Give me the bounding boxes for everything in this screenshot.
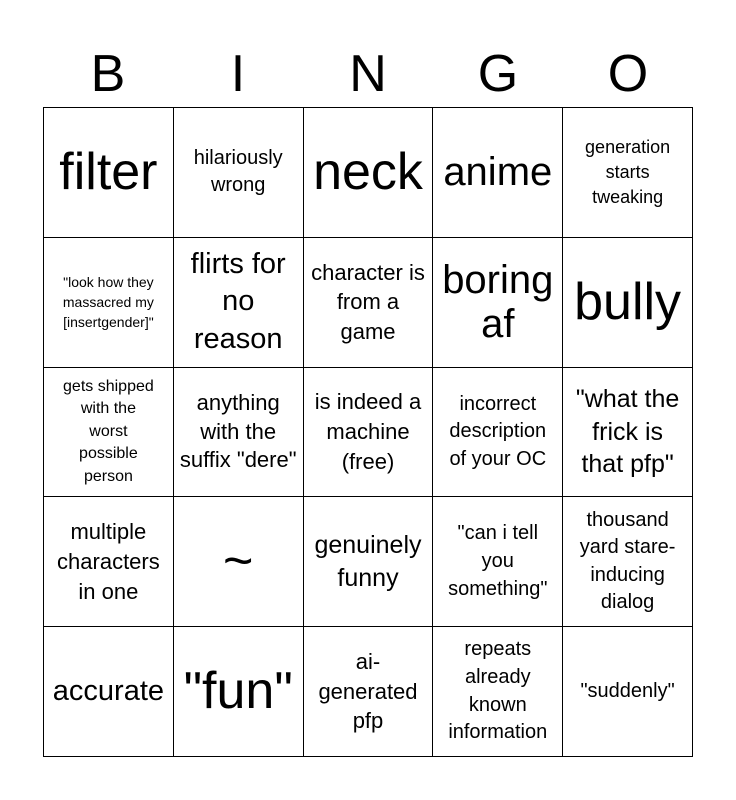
bingo-cell[interactable] <box>304 238 434 368</box>
cell-label: "fun" <box>183 662 293 721</box>
cell-label: generation starts tweaking <box>585 136 671 207</box>
bingo-cell[interactable] <box>563 108 693 238</box>
bingo-cell[interactable] <box>433 627 563 757</box>
bingo-board <box>43 107 693 757</box>
bingo-cell[interactable] <box>44 368 174 498</box>
cell-label: character is from a game <box>311 259 425 345</box>
cell-label: anything with the suffix "dere" <box>179 390 297 473</box>
bingo-cell[interactable] <box>563 497 693 627</box>
cell-label: "can i tell you something" <box>448 522 548 600</box>
header-letter-o: O <box>607 45 649 103</box>
cell-label: filter <box>59 143 158 202</box>
bingo-cell[interactable] <box>304 497 434 627</box>
cell-label: multiple characters in one <box>57 519 160 604</box>
bingo-cell[interactable] <box>563 368 693 498</box>
header-letter-b: B <box>90 45 126 103</box>
bingo-cell[interactable] <box>304 627 434 757</box>
cell-label: boring af <box>442 258 554 347</box>
bingo-cell[interactable] <box>44 108 174 238</box>
cell-label: "what the frick is that pfp" <box>575 385 680 479</box>
bingo-cell[interactable] <box>44 497 174 627</box>
cell-label: flirts for no reason <box>190 247 286 356</box>
cell-label: thousand yard stare-inducing dialog <box>579 508 676 614</box>
bingo-cell[interactable] <box>174 238 304 368</box>
bingo-cell[interactable] <box>174 627 304 757</box>
bingo-cell[interactable] <box>433 497 563 627</box>
cell-label: bully <box>574 272 682 331</box>
bingo-header <box>43 44 693 104</box>
cell-label: "look how they massacred my [insertgender]" <box>62 273 154 331</box>
cell-label: gets shipped with the worst possible person <box>63 378 154 485</box>
header-letter-n: N <box>349 45 387 103</box>
cell-label: neck <box>313 143 423 202</box>
header-letter-g: G <box>477 45 519 103</box>
cell-label: incorrect description of your OC <box>449 392 547 470</box>
bingo-cell[interactable] <box>433 238 563 368</box>
cell-label: accurate <box>52 674 165 707</box>
bingo-cell[interactable] <box>433 108 563 238</box>
cell-label: anime <box>443 150 553 195</box>
bingo-cell[interactable] <box>44 627 174 757</box>
bingo-cell[interactable] <box>433 368 563 498</box>
bingo-cell[interactable] <box>304 368 434 498</box>
bingo-cell[interactable] <box>44 238 174 368</box>
cell-label: genuinely funny <box>314 531 422 592</box>
cell-label: is indeed a machine (free) <box>314 389 422 474</box>
bingo-cell[interactable] <box>304 108 434 238</box>
cell-label: "suddenly" <box>580 679 675 702</box>
bingo-cell[interactable] <box>563 627 693 757</box>
bingo-cell[interactable] <box>174 108 304 238</box>
cell-label: ai-generated pfp <box>318 649 418 734</box>
cell-label: hilariously wrong <box>193 146 283 197</box>
cell-label: ~ <box>223 532 254 591</box>
bingo-cell[interactable] <box>174 368 304 498</box>
bingo-cell[interactable] <box>174 497 304 627</box>
header-letter-i: I <box>230 45 246 103</box>
cell-label: repeats already known information <box>448 638 548 744</box>
bingo-cell[interactable] <box>563 238 693 368</box>
